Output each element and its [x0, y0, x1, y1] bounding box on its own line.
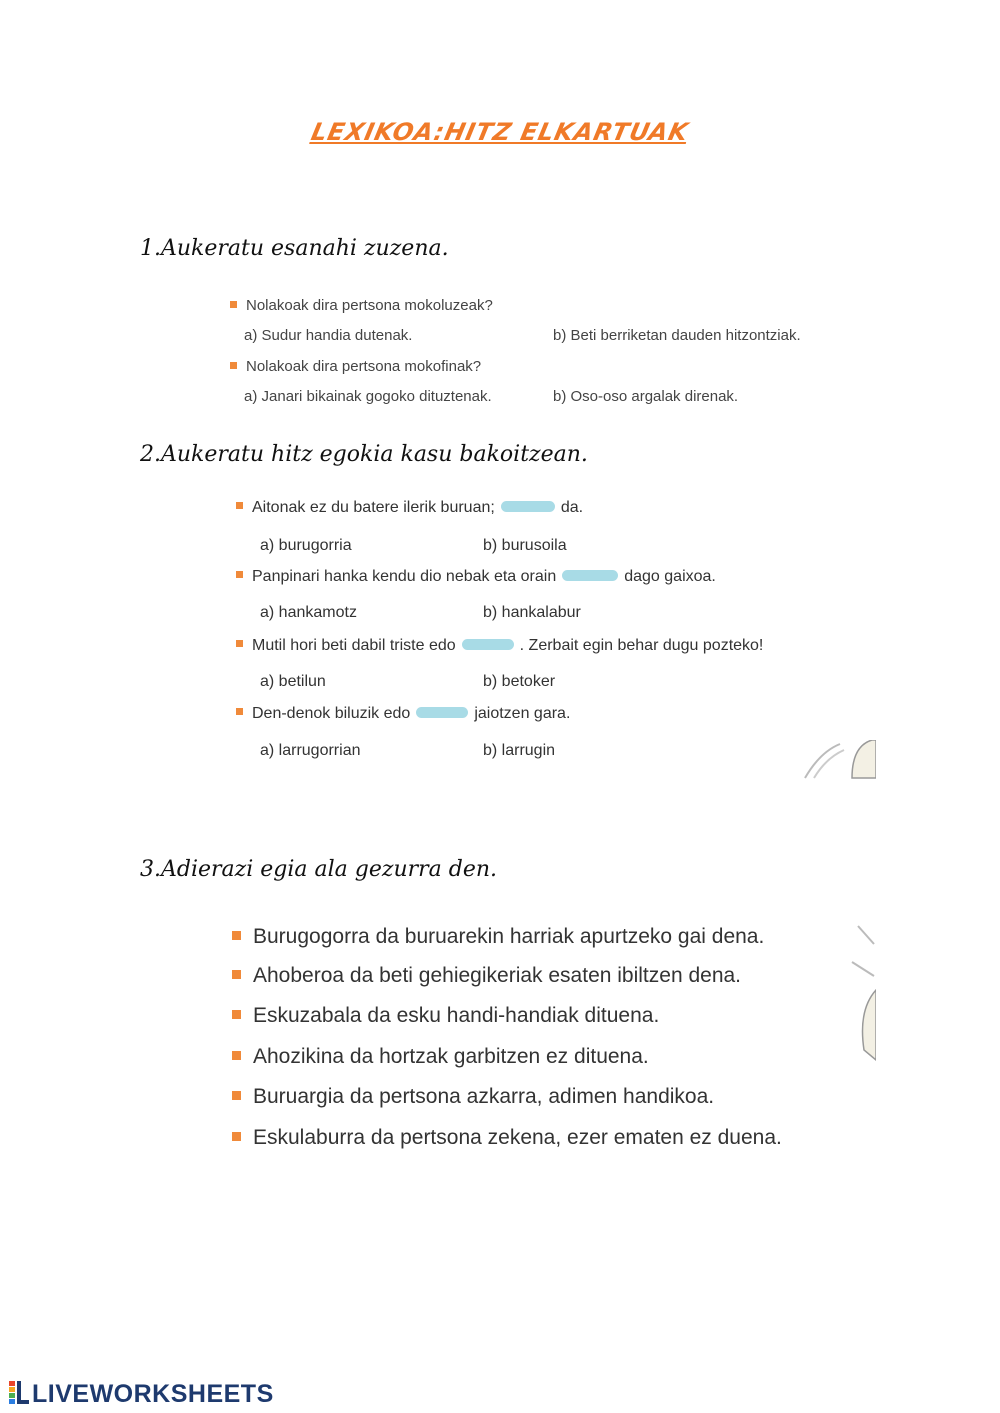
item-text-end: jaiotzen gara. — [474, 705, 571, 722]
section2-heading: 2.Aukeratu hitz egokia kasu bakoitzean. — [140, 442, 588, 467]
question-text: Nolakoak dira pertsona mokoluzeak? — [246, 297, 493, 314]
logo-text: LIVEWORKSHEETS — [32, 1380, 274, 1408]
bullet-icon — [232, 931, 241, 940]
answer-blank[interactable] — [416, 707, 468, 718]
statement-2[interactable] — [232, 964, 741, 988]
statement-text: Ahoberoa da beti gehiegikeriak esaten ibiltzen dena. — [253, 964, 742, 987]
item-text: Aitonak ez du batere ilerik buruan; — [252, 499, 495, 516]
statement-text: Eskuzabala da esku handi-handiak dituena. — [253, 1004, 660, 1027]
statement-text: Eskulaburra da pertsona zekena, ezer ematen ez duena. — [253, 1126, 782, 1149]
option-b[interactable]: b) larrugin — [483, 742, 556, 759]
answer-blank[interactable] — [501, 501, 555, 512]
section3-heading: 3.Adierazi egia ala gezurra den. — [140, 857, 498, 882]
item-text-end: da. — [560, 499, 584, 516]
bullet-icon — [232, 970, 241, 979]
item-text: Mutil hori beti dabil triste edo — [252, 637, 456, 654]
item-text-end: dago gaixoa. — [624, 568, 716, 585]
bullet-icon — [232, 1132, 241, 1141]
liveworksheets-logo — [8, 1380, 274, 1409]
bullet-icon — [236, 571, 243, 578]
item-text: Panpinari hanka kendu dio nebak eta orain — [252, 568, 557, 585]
fill-item-4 — [236, 705, 570, 723]
statement-text: Ahozikina da hortzak garbitzen ez dituena. — [253, 1045, 649, 1068]
bullet-icon — [230, 362, 237, 369]
statement-1[interactable] — [232, 925, 764, 949]
statement-3[interactable] — [232, 1004, 659, 1028]
question-text: Nolakoak dira pertsona mokofinak? — [246, 358, 482, 375]
bullet-icon — [236, 708, 243, 715]
option-b[interactable]: b) Beti berriketan dauden hitzontziak. — [553, 327, 801, 344]
statement-6[interactable] — [232, 1126, 782, 1150]
question-1-1 — [230, 297, 493, 314]
option-b[interactable]: b) Oso-oso argalak direnak. — [553, 388, 739, 405]
statement-text: Buruargia da pertsona azkarra, adimen handikoa. — [253, 1085, 715, 1108]
item-text-end: . Zerbait egin behar dugu pozteko! — [519, 637, 764, 654]
logo-icon — [8, 1380, 30, 1406]
option-b[interactable]: b) burusoila — [483, 537, 567, 554]
option-a[interactable]: a) hankamotz — [260, 604, 357, 621]
bullet-icon — [232, 1051, 241, 1060]
illustration-fragment — [800, 740, 876, 780]
section1-heading: 1.Aukeratu esanahi zuzena. — [140, 236, 449, 261]
bullet-icon — [232, 1010, 241, 1019]
statement-4[interactable] — [232, 1045, 649, 1069]
bullet-icon — [236, 502, 243, 509]
fill-item-2 — [236, 568, 716, 586]
bullet-icon — [230, 301, 237, 308]
fill-item-1 — [236, 499, 583, 517]
item-text: Den-denok biluzik edo — [252, 705, 411, 722]
bullet-icon — [232, 1091, 241, 1100]
option-b[interactable]: b) hankalabur — [483, 604, 581, 621]
page-title: LEXIKOA:HITZ ELKARTUAK — [308, 118, 692, 146]
answer-blank[interactable] — [562, 570, 618, 581]
option-a[interactable]: a) burugorria — [260, 537, 352, 554]
statement-text: Burugogorra da buruarekin harriak apurtzeko gai dena. — [253, 925, 765, 948]
bullet-icon — [236, 640, 243, 647]
option-b[interactable]: b) betoker — [483, 673, 556, 690]
illustration-fragment — [838, 920, 876, 1090]
option-a[interactable]: a) Sudur handia dutenak. — [244, 327, 413, 344]
option-a[interactable]: a) Janari bikainak gogoko dituztenak. — [244, 388, 492, 405]
fill-item-3 — [236, 637, 763, 655]
answer-blank[interactable] — [462, 639, 514, 650]
statement-5[interactable] — [232, 1085, 714, 1109]
option-a[interactable]: a) larrugorrian — [260, 742, 361, 759]
question-1-2 — [230, 358, 481, 375]
option-a[interactable]: a) betilun — [260, 673, 326, 690]
